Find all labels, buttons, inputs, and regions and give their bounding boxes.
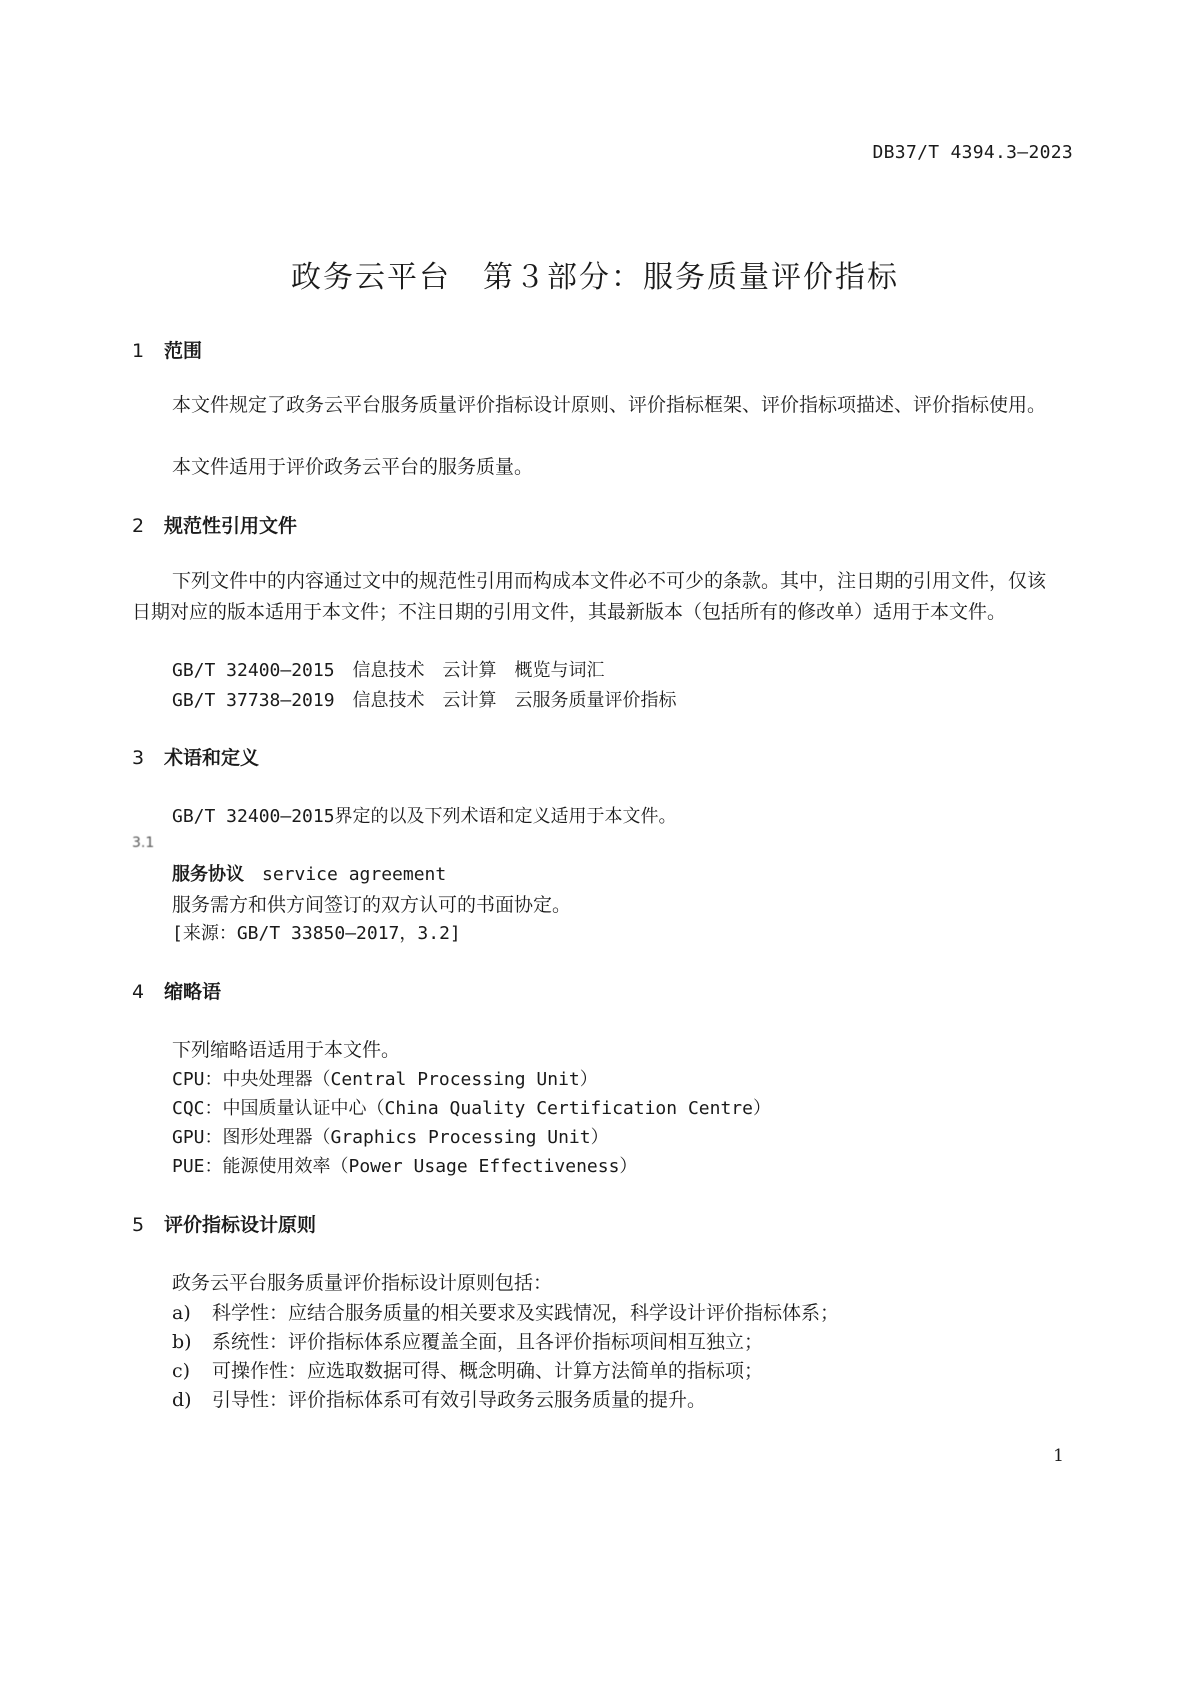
reference-item: GB/T 37738—2019 信息技术 云计算 云服务质量评价指标 (172, 690, 677, 711)
reference-item: GB/T 32400—2015 信息技术 云计算 概览与词汇 (172, 660, 605, 681)
section-2-heading (132, 511, 297, 538)
section-title: 评价指标设计原则 (164, 1214, 317, 1236)
terms-intro-paragraph: GB/T 32400—2015界定的以及下列术语和定义适用于本文件。 (172, 806, 677, 827)
list-item (172, 1356, 763, 1383)
section-title: 术语和定义 (164, 747, 260, 769)
term-source: [来源：GB/T 33850—2017，3.2] (172, 923, 461, 944)
term-english: service agreement (262, 864, 447, 885)
scope-paragraph-2: 本文件适用于评价政务云平台的服务质量。 (172, 456, 534, 478)
abbreviations-intro: 下列缩略语适用于本文件。 (172, 1039, 401, 1061)
section-5-heading (132, 1210, 316, 1237)
term-entry (172, 860, 446, 886)
abbreviation-item: PUE：能源使用效率（Power Usage Effectiveness） (172, 1156, 638, 1177)
section-1-heading (132, 336, 202, 363)
abbreviation-item: CPU：中央处理器（Central Processing Unit） (172, 1069, 598, 1090)
principles-intro: 政务云平台服务质量评价指标设计原则包括： (172, 1272, 553, 1294)
list-text: 可操作性：应选取数据可得、概念明确、计算方法简单的指标项； (212, 1360, 764, 1382)
section-number: 3 (132, 747, 145, 769)
section-title: 缩略语 (164, 981, 222, 1003)
list-label: c) (172, 1360, 191, 1382)
list-item (172, 1298, 839, 1325)
list-item (172, 1327, 763, 1354)
section-number: 4 (132, 981, 145, 1003)
abbreviation-item: CQC：中国质量认证中心（China Quality Certification Centre） (172, 1098, 771, 1119)
section-title: 规范性引用文件 (164, 515, 298, 537)
section-number: 2 (132, 515, 145, 537)
list-label: a) (172, 1302, 191, 1324)
list-label: d) (172, 1389, 192, 1411)
page-number: 1 (1053, 1446, 1064, 1466)
section-number: 1 (132, 340, 145, 362)
term-definition: 服务需方和供方间签订的双方认可的书面协定。 (172, 894, 572, 916)
list-text: 引导性：评价指标体系可有效引导政务云服务质量的提升。 (212, 1389, 707, 1411)
document-number: DB37/T 4394.3—2023 (872, 142, 1073, 163)
list-text: 科学性：应结合服务质量的相关要求及实践情况，科学设计评价指标体系； (212, 1302, 840, 1324)
document-title: 政务云平台 第３部分：服务质量评价指标 (291, 260, 899, 295)
scope-paragraph-1: 本文件规定了政务云平台服务质量评价指标设计原则、评价指标框架、评价指标项描述、评价指标使用。 (172, 394, 1047, 416)
normative-refs-paragraph: 下列文件中的内容通过文中的规范性引用而构成本文件必不可少的条款。其中，注日期的引用文件，仅该日期对应的版本适用于本文件；不注日期的引用文件，其最新版本（包括所有的修改单）适用于本文件。 (132, 570, 1047, 623)
section-3-heading (132, 743, 259, 770)
section-4-heading (132, 977, 221, 1004)
section-title: 范围 (164, 340, 203, 362)
term-chinese: 服务协议 (172, 864, 244, 885)
term-number: 3.1 (132, 835, 155, 851)
abbreviation-item: GPU：图形处理器（Graphics Processing Unit） (172, 1127, 609, 1148)
list-label: b) (172, 1331, 192, 1353)
list-item (172, 1385, 706, 1412)
list-text: 系统性：评价指标体系应覆盖全面，且各评价指标项间相互独立； (212, 1331, 764, 1353)
section-number: 5 (132, 1214, 145, 1236)
